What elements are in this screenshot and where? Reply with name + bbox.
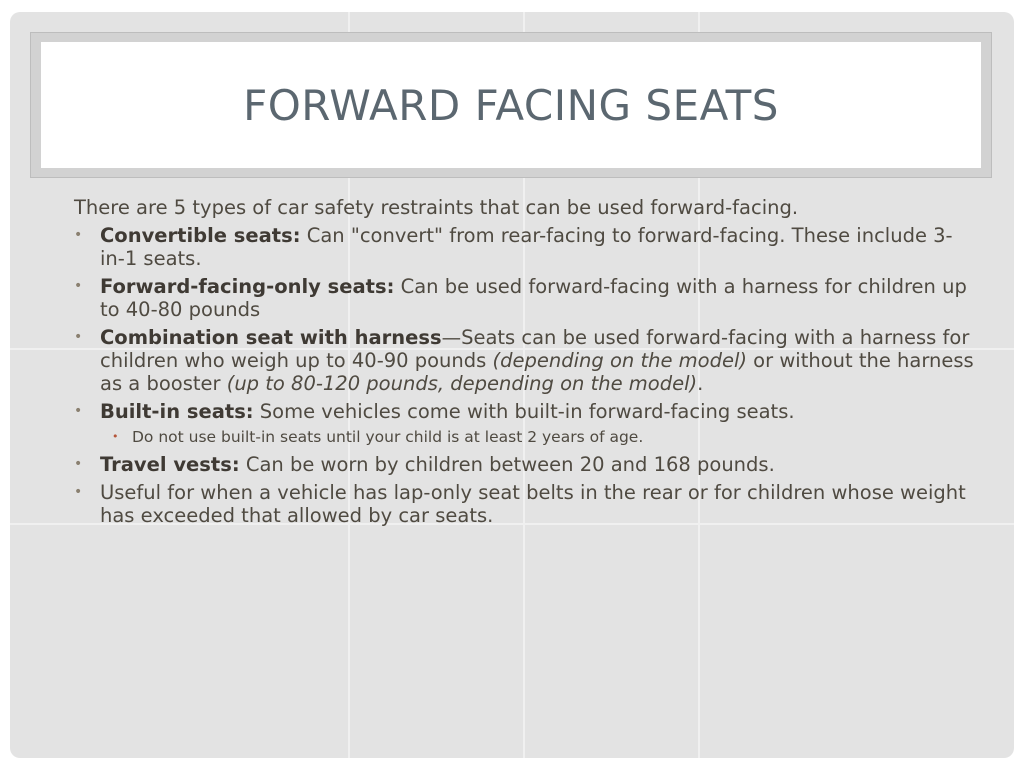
bullet-term: Combination seat with harness <box>100 326 442 349</box>
bullet-text: Some vehicles come with built-in forward-facing seats. <box>253 400 795 423</box>
bullet-term: Built-in seats: <box>100 400 254 423</box>
bullet-item-combination <box>74 326 974 395</box>
bullet-text: Can be used forward-facing with a harness for children up to 40-80 pounds <box>100 275 967 321</box>
intro-text: There are 5 types of car safety restraints that can be used forward-facing. <box>74 196 799 219</box>
sub-bullet-item <box>74 427 974 447</box>
slide-body <box>74 196 974 532</box>
title-frame <box>30 32 992 178</box>
bullet-italic-note: (depending on the model) <box>492 349 747 372</box>
bullet-text: Can "convert" from rear-facing to forward-facing. These include 3-in-1 seats. <box>100 224 953 270</box>
bullet-text: . <box>697 372 704 395</box>
sub-bullet-text: Do not use built-in seats until your child is at least 2 years of age. <box>132 428 644 446</box>
bullet-marker: • <box>74 227 83 243</box>
bullet-marker: • <box>74 456 83 472</box>
bullet-item-forward-facing-only <box>74 275 974 321</box>
title-box <box>41 42 981 168</box>
bullet-marker: • <box>74 278 83 294</box>
bullet-text: Useful for when a vehicle has lap-only seat belts in the rear or for children whose weight has exceeded that allowed by car seats. <box>100 481 966 527</box>
sub-bullet-marker: • <box>112 430 119 443</box>
bullet-text: or without the harness as a booster <box>100 349 974 395</box>
bullet-term: Travel vests: <box>100 453 240 476</box>
bullet-item-useful <box>74 481 974 527</box>
bullet-item-convertible <box>74 224 974 270</box>
bullet-term: Convertible seats: <box>100 224 301 247</box>
slide-title: FORWARD FACING SEATS <box>243 80 779 130</box>
bullet-term: Forward-facing-only seats: <box>100 275 395 298</box>
bullet-text: Can be worn by children between 20 and 168 pounds. <box>239 453 775 476</box>
bullet-marker: • <box>74 484 83 500</box>
bullet-item-built-in <box>74 400 974 423</box>
bullet-marker: • <box>74 329 83 345</box>
bullet-marker: • <box>74 403 83 419</box>
bullet-italic-note: (up to 80-120 pounds, depending on the model) <box>226 372 698 395</box>
bullet-text: —Seats can be used forward-facing with a harness for children who weigh up to 40-90 pounds <box>100 326 970 372</box>
bullet-item-travel-vests <box>74 453 974 476</box>
